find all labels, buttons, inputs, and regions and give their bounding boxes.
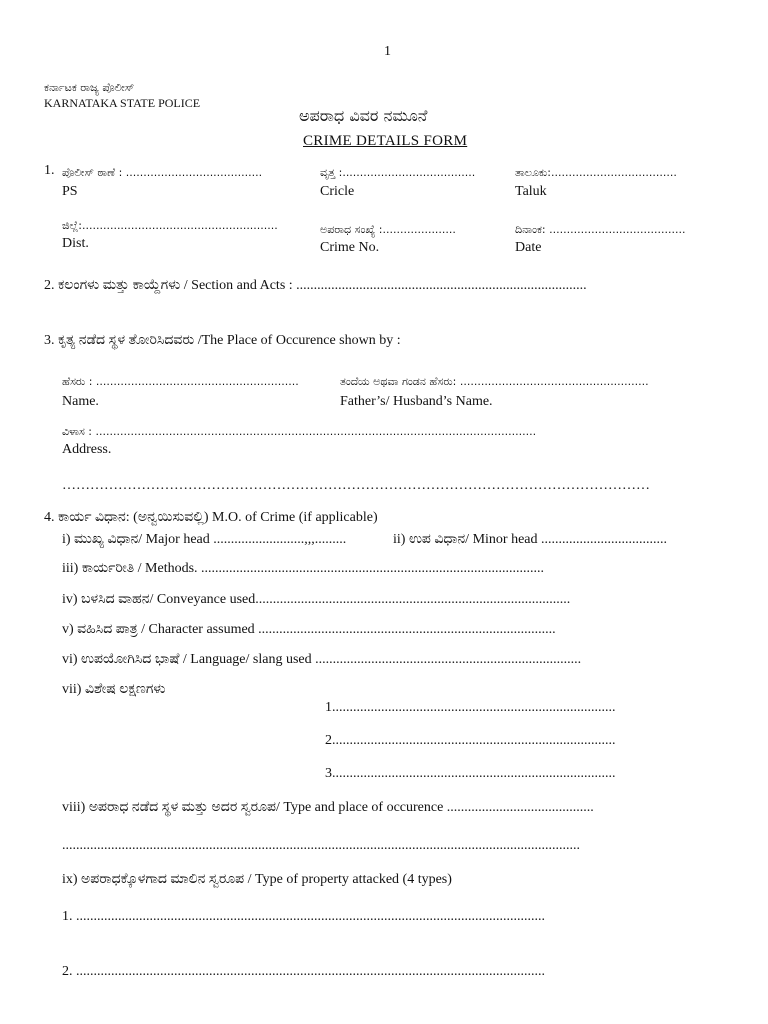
org-name-english: KARNATAKA STATE POLICE — [44, 96, 201, 110]
district-field-kannada: ಜಿಲ್ಲೆ:........................................................ — [62, 219, 278, 232]
special-features-heading: vii) ವಿಶೇಷ ಲಕ್ಷಣಗಳು — [62, 682, 166, 697]
district-field-label: Dist. — [62, 236, 89, 251]
address-field-label: Address. — [62, 442, 112, 457]
methods-field: iii) ಕಾರ್ಯರೀತಿ / Methods. .................................................................................................. — [62, 561, 545, 576]
org-name-kannada: ಕರ್ನಾಟಕ ರಾಜ್ಯ ಪೊಲೀಸ್ — [44, 81, 135, 94]
form-title-english: CRIME DETAILS FORM — [303, 133, 468, 149]
special-feature-line-2: 2................................................................................. — [325, 733, 616, 748]
page-number: 1 — [384, 44, 391, 59]
special-feature-line-1: 1................................................................................. — [325, 700, 616, 715]
father-husband-field-kannada: ತಂದೆಯ ಅಥವಾ ಗಂಡನ ಹೆಸರು: ...................................................... — [340, 375, 649, 388]
character-assumed-field: v) ವಹಿಸಿದ ಪಾತ್ರ / Character assumed ..................................................................................... — [62, 622, 556, 637]
special-feature-line-3: 3................................................................................. — [325, 766, 616, 781]
property-attacked-line-2: 2. ...................................................................................................................................... — [62, 964, 545, 979]
address-line-2: ……………………………………………………………………………………………………………… — [62, 478, 650, 493]
minor-head-field: ii) ಉಪ ವಿಧಾನ/ Minor head .................................... — [393, 532, 667, 547]
ps-field-kannada: ಪೊಲೀಸ್ ಠಾಣೆ : ....................................... — [62, 166, 263, 179]
name-field-label: Name. — [62, 394, 99, 409]
type-place-occurence-line-2: .................................................................................................................................................... — [62, 838, 580, 853]
taluk-field-kannada: ತಾಲೂಕು:.................................... — [515, 166, 677, 179]
language-slang-field: vi) ಉಪಯೋಗಿಸಿದ ಭಾಷೆ / Language/ slang used ............................................................................ — [62, 652, 582, 667]
section-1-number: 1. — [44, 163, 55, 178]
property-attacked-heading: ix) ಅಪರಾಧಕ್ಕೊಳಗಾದ ಮಾಲಿನ ಸ್ವರೂಪ / Type of property attacked (4 types) — [62, 872, 452, 887]
taluk-field-label: Taluk — [515, 184, 547, 199]
crime-no-field-label: Crime No. — [320, 240, 380, 255]
date-field-kannada: ದಿನಾಂಕ: ....................................... — [515, 223, 686, 236]
conveyance-used-field: iv) ಬಳಸಿದ ವಾಹನ/ Conveyance used.......................................................................................... — [62, 592, 571, 607]
circle-field-label: Cricle — [320, 184, 355, 199]
name-field-kannada: ಹೆಸರು : .......................................................... — [62, 375, 299, 388]
type-place-occurence-field: viii) ಅಪರಾಧ ನಡೆದ ಸ್ಥಳ ಮತ್ತು ಅದರ ಸ್ವರೂಪ/ Type and place of occurence .......................................... — [62, 800, 594, 815]
date-field-label: Date — [515, 240, 542, 255]
property-attacked-line-1: 1. ...................................................................................................................................... — [62, 909, 545, 924]
crime-no-field-kannada: ಅಪರಾಧ ಸಂಖ್ಯೆ :..................... — [320, 223, 456, 236]
major-head-field: i) ಮುಖ್ಯ ವಿಧಾನ/ Major head ..........................,,,......... — [62, 532, 347, 547]
mo-of-crime-heading: 4. ಕಾರ್ಯ ವಿಧಾನ: (ಅನ್ವಯಿಸುವಲ್ಲಿ) M.O. of Crime (if applicable) — [44, 510, 378, 525]
circle-field-kannada: ವೃತ್ತ :...................................... — [320, 166, 476, 179]
address-field-kannada: ವಿಳಾಸ : .............................................................................................................................. — [62, 425, 537, 438]
ps-field-label: PS — [62, 184, 78, 199]
place-shown-by-heading: 3. ಕೃತ್ಯ ನಡೆದ ಸ್ಥಳ ತೋರಿಸಿದವರು /The Place of Occurence shown by : — [44, 333, 401, 348]
section-and-acts-field: 2. ಕಲಂಗಳು ಮತ್ತು ಕಾಯ್ದೆಗಳು / Section and Acts : ................................................................................... — [44, 278, 587, 293]
form-title-kannada: ಅಪರಾಧ ವಿವರ ನಮೂನೆ — [299, 106, 428, 125]
father-husband-field-label: Father’s/ Husband’s Name. — [340, 394, 493, 409]
